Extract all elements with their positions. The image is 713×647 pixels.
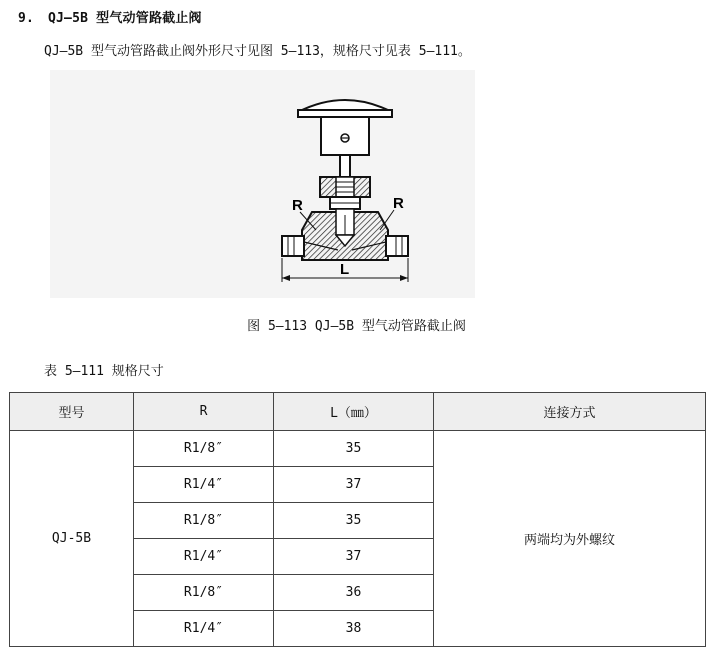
connection-cell: 两端均为外螺纹: [434, 431, 706, 647]
header-model: 型号: [10, 393, 134, 431]
header-r: R: [134, 393, 274, 431]
header-l: L（㎜）: [274, 393, 434, 431]
right-port: [386, 236, 408, 256]
l-cell: 38: [274, 611, 434, 647]
spec-table: [9, 392, 706, 647]
l-cell: 35: [274, 503, 434, 539]
r-label-right: R: [393, 195, 404, 212]
r-cell: R1/8″: [134, 431, 274, 467]
intro-paragraph: QJ—5B 型气动管路截止阀外形尺寸见图 5—113，规格尺寸见表 5—111。: [44, 44, 471, 59]
table-title: 表 5—111 规格尺寸: [44, 364, 164, 379]
l-cell: 37: [274, 467, 434, 503]
section-heading: [18, 7, 202, 26]
l-cell: 36: [274, 575, 434, 611]
header-connection: 连接方式: [434, 393, 706, 431]
length-label: L: [340, 261, 350, 278]
r-cell: R1/8″: [134, 503, 274, 539]
model-cell: QJ-5B: [10, 431, 134, 647]
l-cell: 35: [274, 431, 434, 467]
section-title: QJ—5B 型气动管路截止阀: [48, 11, 202, 26]
valve-drawing: [50, 70, 475, 298]
table-header-row: [10, 393, 706, 431]
section-number: 9.: [18, 11, 35, 26]
r-label-left: R: [292, 197, 303, 214]
table-row: [10, 431, 706, 467]
r-cell: R1/8″: [134, 575, 274, 611]
r-cell: R1/4″: [134, 467, 274, 503]
l-cell: 37: [274, 539, 434, 575]
r-cell: R1/4″: [134, 539, 274, 575]
figure-caption: 图 5—113 QJ—5B 型气动管路截止阀: [247, 319, 466, 334]
handwheel-rim: [298, 110, 392, 117]
r-cell: R1/4″: [134, 611, 274, 647]
valve-stem: [340, 155, 350, 177]
valve-figure: [50, 70, 475, 298]
left-port: [282, 236, 304, 256]
